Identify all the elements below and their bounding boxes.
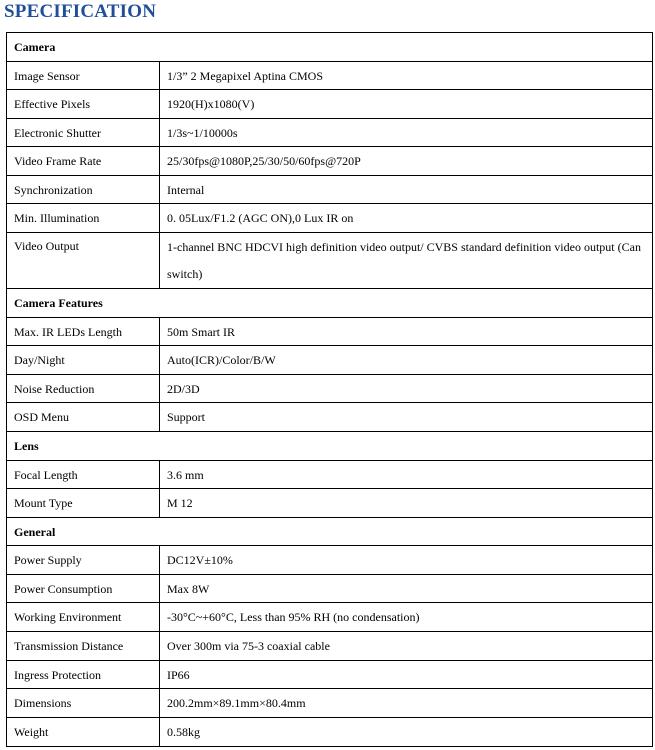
spec-label: Max. IR LEDs Length: [7, 318, 160, 346]
table-row: [7, 603, 653, 632]
table-row: [7, 233, 653, 289]
spec-label: Min. Illumination: [7, 204, 160, 233]
spec-value: 1920(H)x1080(V): [160, 90, 653, 119]
table-row: [7, 346, 653, 375]
specification-table: [6, 32, 653, 747]
spec-value: 2D/3D: [160, 375, 653, 403]
spec-value: 0. 05Lux/F1.2 (AGC ON),0 Lux IR on: [160, 204, 653, 233]
spec-label: Power Consumption: [7, 575, 160, 603]
table-row: [7, 204, 653, 233]
spec-label: Image Sensor: [7, 62, 160, 90]
spec-label: Day/Night: [7, 346, 160, 375]
spec-value: IP66: [160, 661, 653, 689]
spec-label: Weight: [7, 718, 160, 747]
table-row: [7, 632, 653, 661]
spec-value: 1/3” 2 Megapixel Aptina CMOS: [160, 62, 653, 90]
spec-value: DC12V±10%: [160, 546, 653, 575]
spec-value: 25/30fps@1080P,25/30/50/60fps@720P: [160, 147, 653, 176]
spec-value: 50m Smart IR: [160, 318, 653, 346]
spec-label: Ingress Protection: [7, 661, 160, 689]
table-row: [7, 689, 653, 718]
section-heading: General: [7, 518, 653, 546]
page-title: SPECIFICATION: [4, 1, 157, 22]
section-heading: Lens: [7, 432, 653, 461]
spec-label: OSD Menu: [7, 403, 160, 432]
spec-value: 0.58kg: [160, 718, 653, 747]
spec-label: Dimensions: [7, 689, 160, 718]
section-header-general: [7, 518, 653, 546]
spec-label: Noise Reduction: [7, 375, 160, 403]
table-row: [7, 489, 653, 518]
table-row: [7, 147, 653, 176]
table-row: [7, 718, 653, 747]
table-row: [7, 318, 653, 346]
spec-value: Auto(ICR)/Color/B/W: [160, 346, 653, 375]
spec-label: Synchronization: [7, 176, 160, 204]
spec-value: 1-channel BNC HDCVI high definition video output/ CVBS standard definition video output (Can switch): [160, 233, 653, 289]
table-row: [7, 176, 653, 204]
table-row: [7, 403, 653, 432]
table-row: [7, 62, 653, 90]
section-header-lens: [7, 432, 653, 461]
spec-label: Power Supply: [7, 546, 160, 575]
spec-label: Working Environment: [7, 603, 160, 632]
spec-label: Transmission Distance: [7, 632, 160, 661]
table-row: [7, 546, 653, 575]
spec-label: Mount Type: [7, 489, 160, 518]
table-row: [7, 375, 653, 403]
spec-value: Internal: [160, 176, 653, 204]
spec-value: M 12: [160, 489, 653, 518]
spec-value: Max 8W: [160, 575, 653, 603]
spec-label: Effective Pixels: [7, 90, 160, 119]
spec-label: Video Output: [7, 233, 160, 289]
spec-value: 1/3s~1/10000s: [160, 119, 653, 147]
spec-value: Support: [160, 403, 653, 432]
table-row: [7, 575, 653, 603]
spec-value: 3.6 mm: [160, 461, 653, 489]
table-row: [7, 119, 653, 147]
section-heading: Camera Features: [7, 289, 653, 318]
table-row: [7, 461, 653, 489]
section-heading: Camera: [7, 33, 653, 62]
spec-label: Electronic Shutter: [7, 119, 160, 147]
section-header-camera: [7, 33, 653, 62]
spec-value: 200.2mm×89.1mm×80.4mm: [160, 689, 653, 718]
section-header-camera-features: [7, 289, 653, 318]
table-row: [7, 661, 653, 689]
spec-label: Focal Length: [7, 461, 160, 489]
spec-label: Video Frame Rate: [7, 147, 160, 176]
spec-value: Over 300m via 75-3 coaxial cable: [160, 632, 653, 661]
spec-value: -30°C~+60°C, Less than 95% RH (no condensation): [160, 603, 653, 632]
table-row: [7, 90, 653, 119]
